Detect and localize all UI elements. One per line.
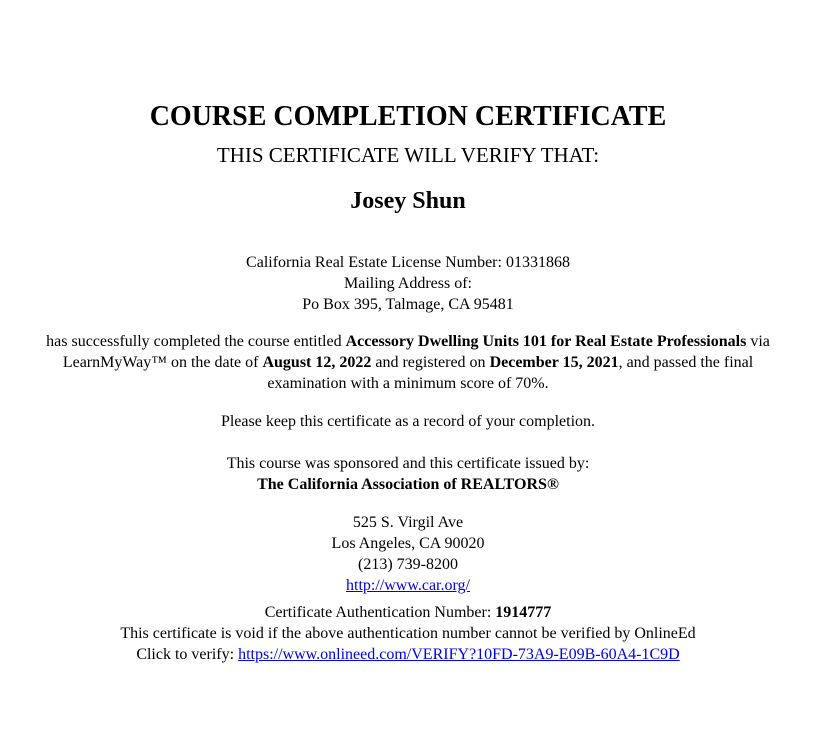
auth-label: Certificate Authentication Number: (264, 604, 496, 621)
certificate-subtitle: THIS CERTIFICATE WILL VERIFY THAT: (216, 143, 600, 167)
void-note: This certificate is void if the above authentication number cannot be verified by OnlineEd (120, 625, 696, 642)
license-number: 01331868 (505, 254, 570, 271)
verify-label: Click to verify: (136, 646, 239, 663)
course-name: Accessory Dwelling Units 101 for Real Estate Professionals (345, 333, 747, 350)
sponsor-block (0, 453, 816, 495)
license-label: California Real Estate License Number: (246, 254, 506, 271)
registration-date: December 15, 2021 (489, 354, 619, 371)
keep-note: Please keep this certificate as a record of your completion. (220, 413, 596, 430)
website-link[interactable]: http://www.car.org/ (346, 577, 470, 594)
verify-link[interactable]: https://www.onlineed.com/VERIFY?10FD-73A9-E09B-60A4-1C9D (238, 646, 680, 663)
completion-text-2: via LearnMyWay™ on the date of (62, 333, 770, 371)
authentication-block (0, 602, 816, 665)
mailing-address: Po Box 395, Talmage, CA 95481 (302, 296, 514, 313)
sponsor-name (0, 474, 816, 495)
sponsor-intro: This course was sponsored and this certificate issued by: (226, 455, 590, 472)
completion-text-4: , and passed the final examination with a minimum score of 70%. (267, 354, 754, 392)
license-block (0, 252, 816, 315)
completion-paragraph (32, 331, 784, 394)
mailing-label: Mailing Address of: (344, 275, 472, 292)
sponsor-name-text: The California Association of REALTORS® (257, 476, 559, 493)
address-phone: (213) 739-8200 (358, 556, 458, 573)
auth-number-line (0, 602, 816, 623)
address-website-line (0, 575, 816, 596)
completion-text-1: has successfully completed the course entitled (46, 333, 346, 350)
certificate-title: COURSE COMPLETION CERTIFICATE (149, 101, 667, 132)
sponsor-address (0, 512, 816, 596)
completion-statement (32, 331, 784, 394)
verify-line (0, 644, 816, 665)
keep-note-block (0, 411, 816, 432)
completion-date: August 12, 2022 (262, 354, 372, 371)
recipient-name: Josey Shun (350, 188, 466, 214)
completion-text-3: and registered on (371, 354, 490, 371)
address-city: Los Angeles, CA 90020 (331, 535, 485, 552)
auth-number: 1914777 (495, 604, 552, 621)
address-street: 525 S. Virgil Ave (352, 514, 464, 531)
license-line (0, 252, 816, 273)
